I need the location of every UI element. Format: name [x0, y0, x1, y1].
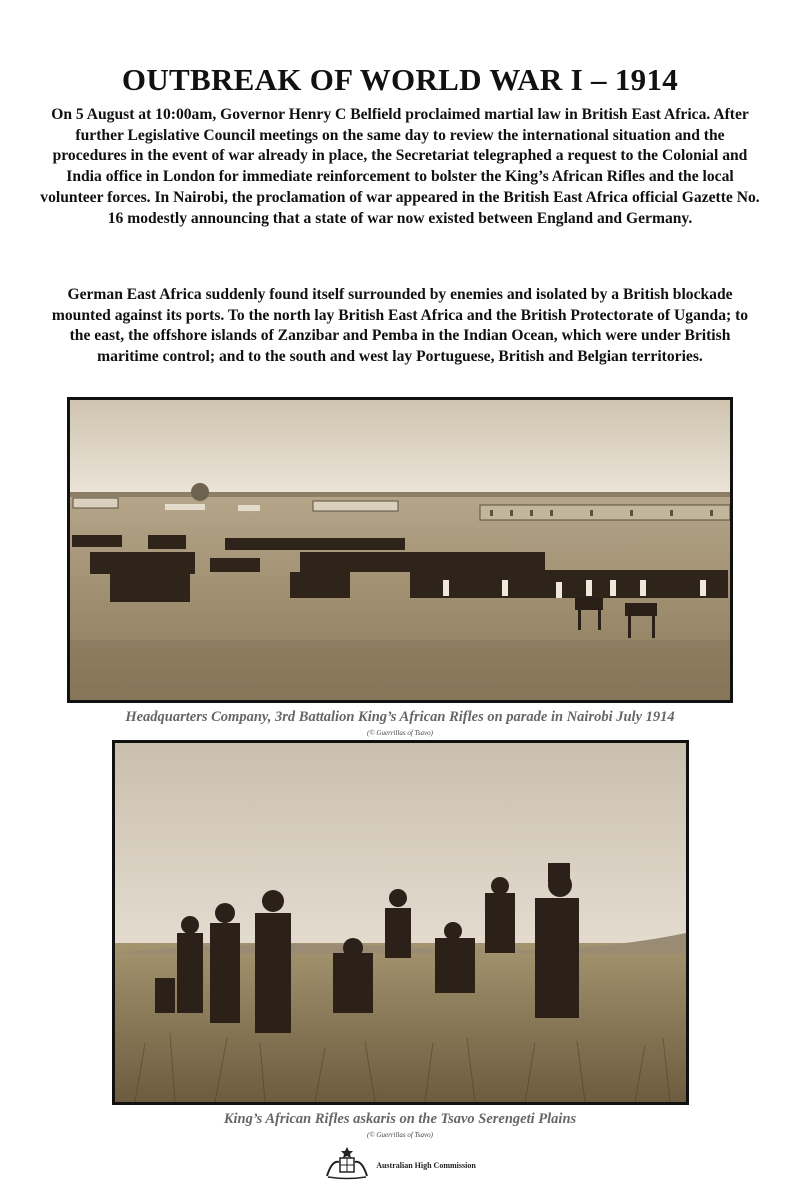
- context-paragraph: German East Africa suddenly found itself surrounded by enemies and isolated by a British blockade mounted against its ports. To the north lay British East Africa and the British Protectorate of Uganda; to the east, the offshore islands of Zanzibar and Pemba in the Indian Ocean, which were under British maritime control; and to the south and west lay Portuguese, British and Belgian territories.: [51, 286, 749, 366]
- footer: [0, 1147, 800, 1183]
- askaris-photo: [112, 740, 689, 1105]
- footer-text: Australian High Commission: [376, 1160, 476, 1170]
- parade-photo-credit: (© Guerrillas of Tsavo): [367, 729, 433, 737]
- coat-of-arms-icon: [324, 1146, 370, 1185]
- parade-photo-caption: Headquarters Company, 3rd Battalion King’s African Rifles on parade in Nairobi July 1914: [125, 709, 675, 725]
- page-title: OUTBREAK OF WORLD WAR I – 1914: [121, 62, 679, 97]
- askaris-photo-credit: (© Guerrillas of Tsavo): [367, 1131, 433, 1139]
- askaris-photo-caption: King’s African Rifles askaris on the Tsavo Serengeti Plains: [223, 1111, 577, 1127]
- intro-paragraph: On 5 August at 10:00am, Governor Henry C Belfield proclaimed martial law in British East Africa. After further Legislative Council meetings on the same day to review the international situation and the procedures in the event of war already in place, the Secretariat telegraphed a request to the Colonial and India office in London for immediate reinforcement to bolster the King’s African Rifles and the local volunteer forces. In Nairobi, the proclamation of war appeared in the British East Africa official Gazette No. 16 modestly announcing that a state of war now existed between England and Germany.: [40, 106, 760, 227]
- parade-photo: [67, 397, 733, 703]
